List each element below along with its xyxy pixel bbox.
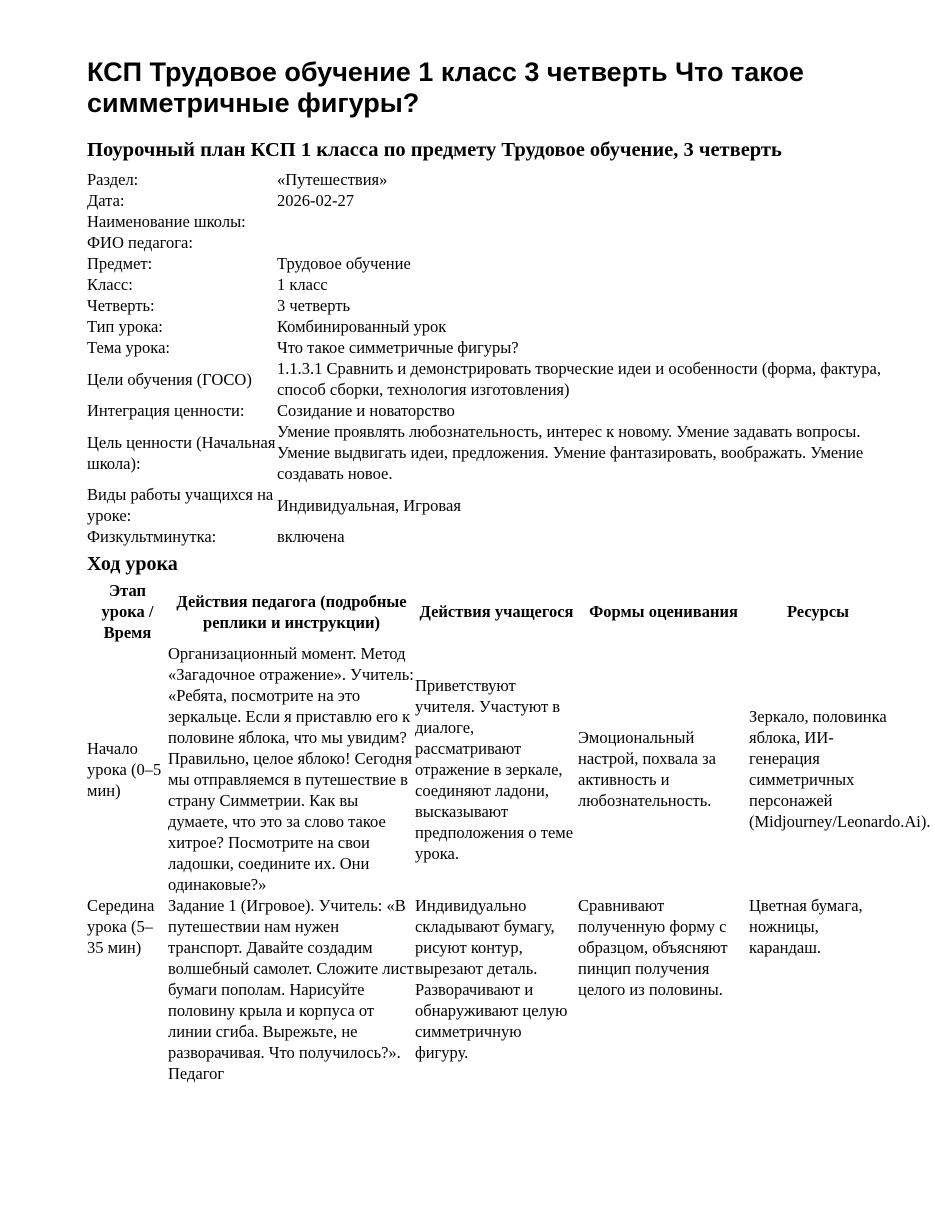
- info-row: [87, 295, 887, 316]
- info-row: [87, 253, 887, 274]
- info-row: [87, 484, 887, 526]
- info-row: [87, 190, 887, 211]
- column-header-resources: Ресурсы: [786, 602, 850, 621]
- info-value: Что такое симметричные фигуры?: [277, 338, 519, 357]
- assessment-cell: Сравнивают полученную форму с образцом, объясняют пинцип получения целого из половины.: [578, 896, 728, 999]
- info-value: 1 класс: [277, 275, 328, 294]
- info-value: включена: [277, 527, 345, 546]
- info-label: Цели обучения (ГОСО): [87, 369, 252, 389]
- info-value: 2026-02-27: [277, 191, 354, 210]
- info-label: ФИО педагога:: [87, 233, 193, 252]
- lesson-plan-table: [87, 580, 931, 1084]
- info-row: [87, 232, 887, 253]
- info-label: Виды работы учащихся на уроке:: [87, 485, 274, 525]
- stage-cell: Начало урока (0–5 мин): [87, 738, 162, 800]
- info-row: [87, 169, 887, 190]
- info-value: 3 четверть: [277, 296, 350, 315]
- teacher-actions-cell: Задание 1 (Игровое). Учитель: «В путешествии нам нужен транспорт. Давайте создадим волшебный самолет. Сложите лист бумаги пополам. Нарисуйте половину крыла и корпуса от линии сгиба. Вырежьте, не разворачивая. Что получилось?». Педагог: [168, 896, 414, 1083]
- info-row: [87, 316, 887, 337]
- table-row: [87, 895, 887, 1084]
- column-header-stage: Этап урока / Время: [101, 581, 154, 642]
- lesson-info-table: [87, 169, 887, 547]
- table-header-row: [87, 580, 887, 643]
- info-label: Класс:: [87, 275, 133, 294]
- info-value: [277, 232, 887, 253]
- info-value: 1.1.3.1 Сравнить и демонстрировать творческие идеи и особенности (форма, фактура, способ сборки, технология изготовления): [277, 359, 881, 399]
- resources-cell: Зеркало, половинка яблока, ИИ-генерация симметричных персонажей (Midjourney/Leonardo.Ai).: [749, 707, 931, 831]
- info-label: Наименование школы:: [87, 212, 246, 231]
- assessment-cell: Эмоциональный настрой, похвала за активность и любознательность.: [578, 728, 716, 810]
- plan-subtitle: Поурочный план КСП 1 класса по предмету Трудовое обучение, 3 четверть: [87, 139, 782, 161]
- column-header-student: Действия учащегося: [419, 602, 574, 621]
- info-label: Дата:: [87, 191, 125, 210]
- table-row: [87, 643, 887, 895]
- info-label: Физкультминутка:: [87, 527, 217, 546]
- page-title: КСП Трудовое обучение 1 класс 3 четверть Что такое симметричные фигуры?: [87, 57, 804, 118]
- resources-cell: Цветная бумага, ножницы, карандаш.: [749, 896, 863, 957]
- info-row: [87, 400, 887, 421]
- info-row: [87, 358, 887, 400]
- info-value: Индивидуальная, Игровая: [277, 495, 461, 515]
- info-label: Тема урока:: [87, 338, 170, 357]
- teacher-actions-cell: Организационный момент. Метод «Загадочное отражение». Учитель: «Ребята, посмотрите на это зеркальце. Если я приставлю его к половине яблока, что мы увидим? Правильно, целое яблоко! Сегодня мы отправляемся в путешествие в страну Симметрии. Как вы думаете, что это за слово такое хитрое? Посмотрите на свои ладошки, соедините их. Они одинаковые?»: [168, 644, 414, 894]
- info-value: Созидание и новаторство: [277, 401, 455, 420]
- info-label: Цель ценности (Начальная школа):: [87, 432, 276, 473]
- info-value: Трудовое обучение: [277, 254, 411, 273]
- info-value: Умение проявлять любознательность, интерес к новому. Умение задавать вопросы. Умение выдвигать идеи, предложения. Умение фантазировать, воображать. Умение создавать новое.: [277, 422, 864, 483]
- stage-cell: Середина урока (5–35 мин): [87, 896, 155, 957]
- student-actions-cell: Приветствуют учителя. Участуют в диалоге, рассматривают отражение в зеркале, соединяют ладони, высказывают предположения о теме урока.: [415, 675, 574, 863]
- student-actions-cell: Индивидуально складывают бумагу, рисуют контур, вырезают деталь. Разворачивают и обнаруживают целую симметричную фигуру.: [415, 896, 568, 1062]
- info-label: Раздел:: [87, 170, 139, 189]
- info-label: Интеграция ценности:: [87, 401, 245, 420]
- info-row: [87, 421, 887, 484]
- info-row: [87, 211, 887, 232]
- info-value: [277, 211, 887, 232]
- info-value: «Путешествия»: [277, 170, 388, 189]
- info-label: Тип урока:: [87, 317, 163, 336]
- info-row: [87, 337, 887, 358]
- info-value: Комбинированный урок: [277, 317, 447, 336]
- info-label: Четверть:: [87, 296, 155, 315]
- info-label: Предмет:: [87, 254, 153, 273]
- column-header-assessment: Формы оценивания: [589, 602, 738, 621]
- lesson-heading: Ход урока: [87, 553, 178, 575]
- column-header-teacher: Действия педагога (подробные реплики и инструкции): [176, 591, 407, 632]
- info-row: [87, 526, 887, 547]
- document-page: [87, 57, 931, 1084]
- info-row: [87, 274, 887, 295]
